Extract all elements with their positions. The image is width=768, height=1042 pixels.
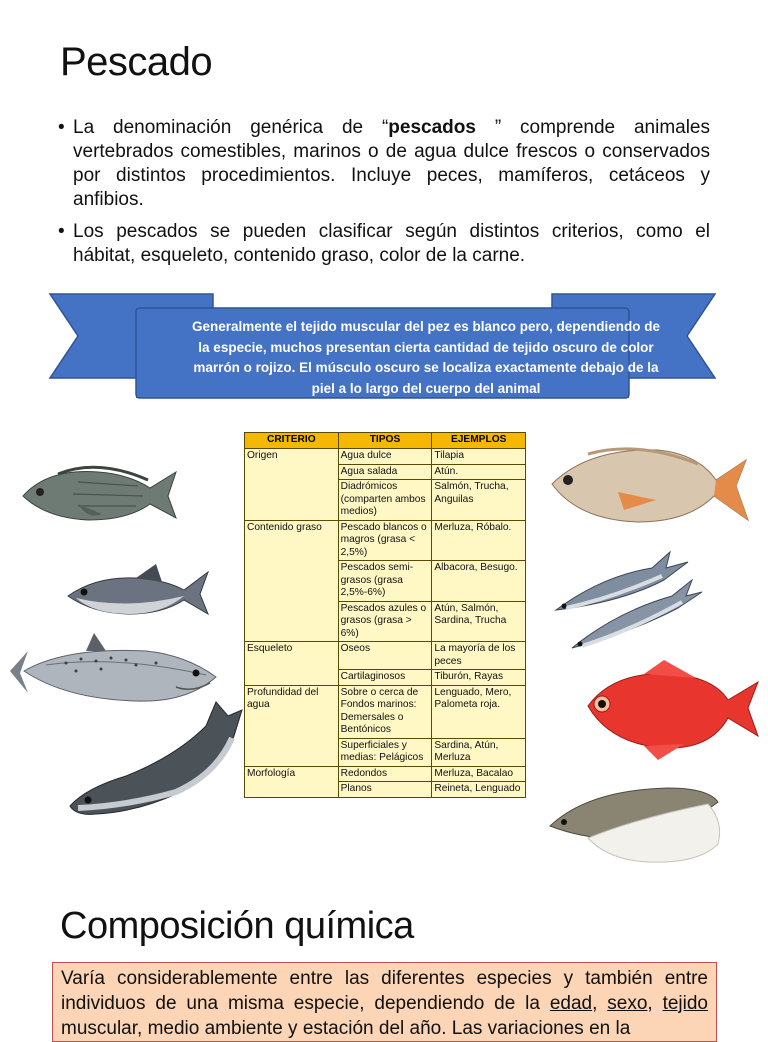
- banner-text: Generalmente el tejido muscular del pez es blanco pero, dependiendo de la especie, muchos presentan cierta cantidad de tejido oscuro de color marrón o rojizo. El músculo oscuro se localiza exactamente debajo de la piel a lo largo del cuerpo del animal: [191, 319, 661, 396]
- tipo-cell: Sobre o cerca de Fondos marinos: Demersales o Bentónicos: [338, 685, 432, 738]
- composition-text: muscular, medio ambiente y estación del año. Las variaciones en la: [61, 1018, 631, 1039]
- criterio-cell: Profundidad del agua: [245, 685, 339, 766]
- bullet-bold-term: pescados: [388, 117, 476, 138]
- tipo-cell: Agua salada: [338, 464, 432, 480]
- composition-separator: ,: [592, 993, 608, 1014]
- ejemplo-cell: Merluza, Róbalo.: [432, 520, 526, 561]
- ribbon-banner: [50, 290, 715, 402]
- table-header-row: [245, 433, 526, 449]
- ejemplo-cell: Albacora, Besugo.: [432, 561, 526, 602]
- ejemplo-cell: Atún.: [432, 464, 526, 480]
- tipo-cell: Pescados azules o grasos (grasa > 6%): [338, 601, 432, 642]
- bullet-text: La denominación genérica de “: [73, 117, 389, 138]
- composition-separator: ,: [647, 993, 663, 1014]
- tipo-cell: Pescados semi-grasos (grasa 2,5%-6%): [338, 561, 432, 602]
- tipo-cell: Cartilaginosos: [338, 670, 432, 686]
- underlined-term: sexo: [607, 993, 648, 1014]
- composition-textbox: [52, 962, 717, 1042]
- composition-text: Varía considerablemente entre las diferentes especies y también entre individuos de una misma especie, dependiendo de la: [61, 968, 708, 1014]
- section-heading: Composición química: [60, 905, 414, 947]
- underlined-term: tejido: [662, 993, 708, 1014]
- table-row: [245, 766, 526, 782]
- tuna-image: [66, 562, 211, 622]
- hake-image: [66, 696, 244, 818]
- sardines-image: [552, 546, 704, 652]
- bullet-item: [58, 220, 710, 268]
- page-title: Pescado: [60, 40, 213, 84]
- bullet-item: [58, 116, 710, 212]
- sea-bream-image: [548, 440, 750, 532]
- ejemplo-cell: La mayoría de los peces: [432, 642, 526, 670]
- ejemplo-cell: Tiburón, Rayas: [432, 670, 526, 686]
- tipo-cell: Redondos: [338, 766, 432, 782]
- criterio-cell: Morfología: [245, 766, 339, 797]
- flatfish-image: [548, 778, 726, 866]
- ejemplo-cell: Merluza, Bacalao: [432, 766, 526, 782]
- column-header: TIPOS: [338, 433, 432, 449]
- tipo-cell: Oseos: [338, 642, 432, 670]
- bullet-list: [58, 116, 710, 276]
- underlined-term: edad: [549, 993, 593, 1014]
- column-header: CRITERIO: [245, 433, 339, 449]
- ejemplo-cell: Salmón, Trucha, Anguilas: [432, 480, 526, 521]
- criterio-cell: Esqueleto: [245, 642, 339, 686]
- criterio-cell: Contenido graso: [245, 520, 339, 642]
- table-row: [245, 449, 526, 465]
- red-fish-image: [584, 660, 760, 760]
- table-row: [245, 685, 526, 738]
- table-row: [245, 520, 526, 561]
- criterio-cell: Origen: [245, 449, 339, 521]
- tipo-cell: Superficiales y medias: Pelágicos: [338, 738, 432, 766]
- ejemplo-cell: Lenguado, Mero, Palometa roja.: [432, 685, 526, 738]
- criteria-table: [244, 432, 526, 798]
- bullet-text: ” comprende animales vertebrados comestibles, marinos o de agua dulce frescos o conservados por distintos procedimientos. Incluye peces, mamíferos, cetáceos y anfibios.: [73, 117, 710, 210]
- ejemplo-cell: Reineta, Lenguado: [432, 782, 526, 798]
- bullet-text: Los pescados se pueden clasificar según distintos criterios, como el hábitat, esqueleto, contenido graso, color de la carne.: [73, 221, 710, 266]
- ejemplo-cell: Atún, Salmón, Sardina, Trucha: [432, 601, 526, 642]
- ejemplo-cell: Tilapia: [432, 449, 526, 465]
- tilapia-image: [18, 458, 180, 528]
- column-header: EJEMPLOS: [432, 433, 526, 449]
- table-row: [245, 642, 526, 670]
- tipo-cell: Planos: [338, 782, 432, 798]
- tipo-cell: Diadrómicos (comparten ambos medios): [338, 480, 432, 521]
- tipo-cell: Agua dulce: [338, 449, 432, 465]
- ejemplo-cell: Sardina, Atún, Merluza: [432, 738, 526, 766]
- tipo-cell: Pescado blancos o magros (grasa < 2,5%): [338, 520, 432, 561]
